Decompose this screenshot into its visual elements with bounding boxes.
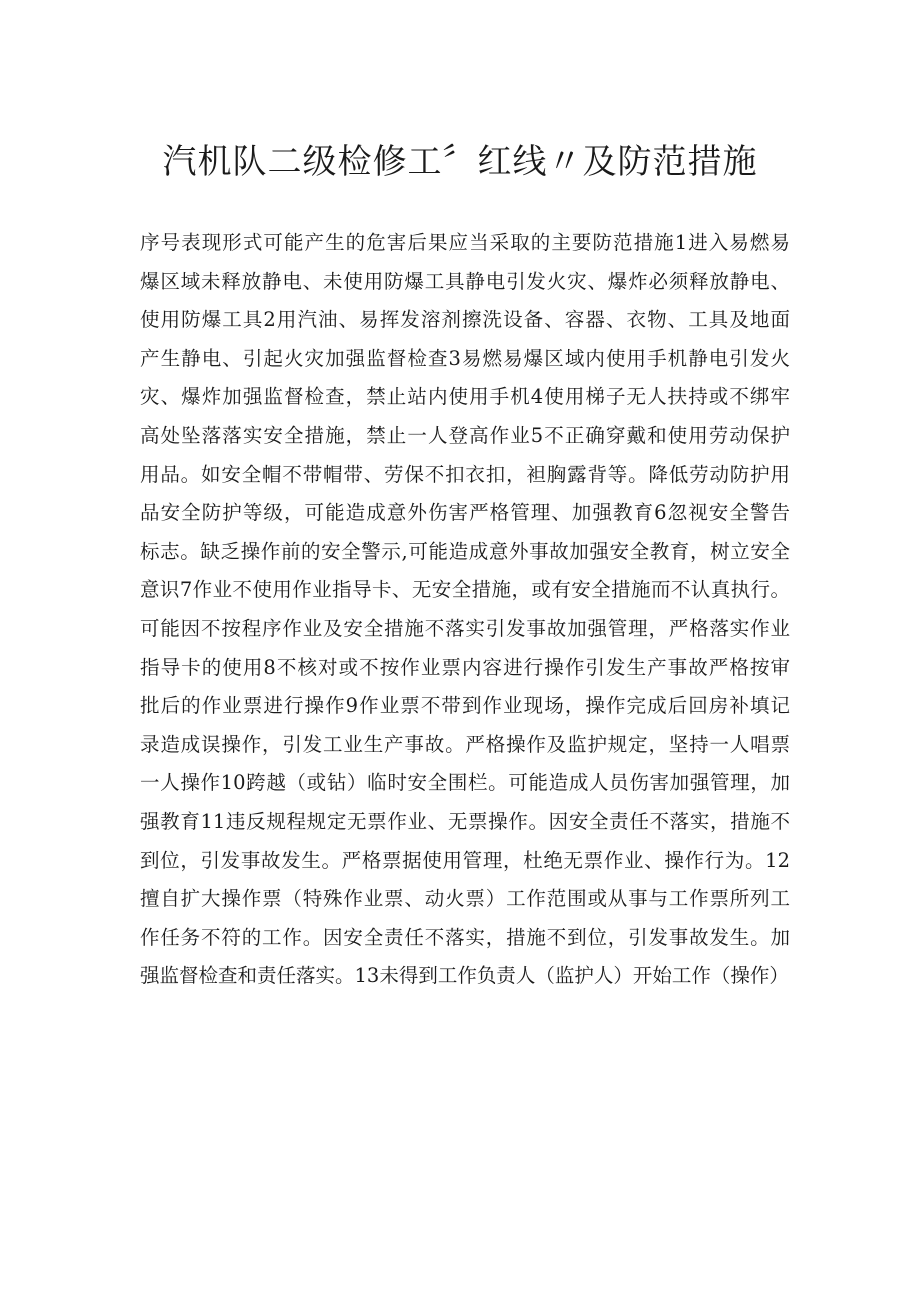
body-line: 强监督检查和责任落实。13未得到工作负责人（监护人）开始工作（操作）: [140, 964, 789, 988]
body-line: 高处坠落落实安全措施，禁止一人登高作业5不正确穿戴和使用劳动保护: [140, 423, 790, 447]
body-line: 灾、爆炸加强监督检查，禁止站内使用手机4使用梯子无人扶持或不绑牢: [140, 385, 790, 409]
body-line: 一人操作10跨越（或钻）临时安全围栏。可能造成人员伤害加强管理，加: [140, 771, 790, 795]
body-line: 作任务不符的工作。因安全责任不落实，措施不到位，引发事故发生。加: [140, 925, 790, 949]
body-line: 用品。如安全帽不带帽带、劳保不扣衣扣，袒胸露背等。降低劳动防护用: [140, 462, 790, 486]
body-line: 指导卡的使用8不核对或不按作业票内容进行操作引发生产事故严格按审: [140, 655, 790, 679]
body-line: 可能因不按程序作业及安全措施不落实引发事故加强管理，严格落实作业: [140, 616, 790, 640]
body-line: 品安全防护等级，可能造成意外伤害严格管理、加强教育6忽视安全警告: [140, 501, 790, 525]
body-line: 擅自扩大操作票（特殊作业票、动火票）工作范围或从事与工作票所列工: [140, 887, 790, 911]
body-line: 录造成误操作，引发工业生产事故。严格操作及监护规定，坚持一人唱票: [140, 732, 790, 756]
body-line: 产生静电、引起火灾加强监督检查3易燃易爆区域内使用手机静电引发火: [140, 346, 790, 370]
body-line: 到位，引发事故发生。严格票据使用管理，杜绝无票作业、操作行为。12: [140, 848, 790, 872]
body-line: 爆区域未释放静电、未使用防爆工具静电引发火灾、爆炸必须释放静电、: [140, 269, 790, 293]
body-line: 使用防爆工具2用汽油、易挥发溶剂擦洗设备、容器、衣物、工具及地面: [140, 308, 790, 332]
body-line: 批后的作业票进行操作9作业票不带到作业现场，操作完成后回房补填记: [140, 694, 790, 718]
document-body: [140, 224, 790, 996]
body-line: 意识7作业不使用作业指导卡、无安全措施，或有安全措施而不认真执行。: [140, 578, 790, 602]
body-line: 强教育11违反规程规定无票作业、无票操作。因安全责任不落实，措施不: [140, 809, 790, 833]
body-line: 序号表现形式可能产生的危害后果应当采取的主要防范措施1进入易燃易: [140, 231, 790, 254]
document-title: 汽机队二级检修工〞红线〃及防范措施: [162, 142, 758, 182]
body-line: 标志。缺乏操作前的安全警示,可能造成意外事故加强安全教育，树立安全: [140, 539, 790, 563]
